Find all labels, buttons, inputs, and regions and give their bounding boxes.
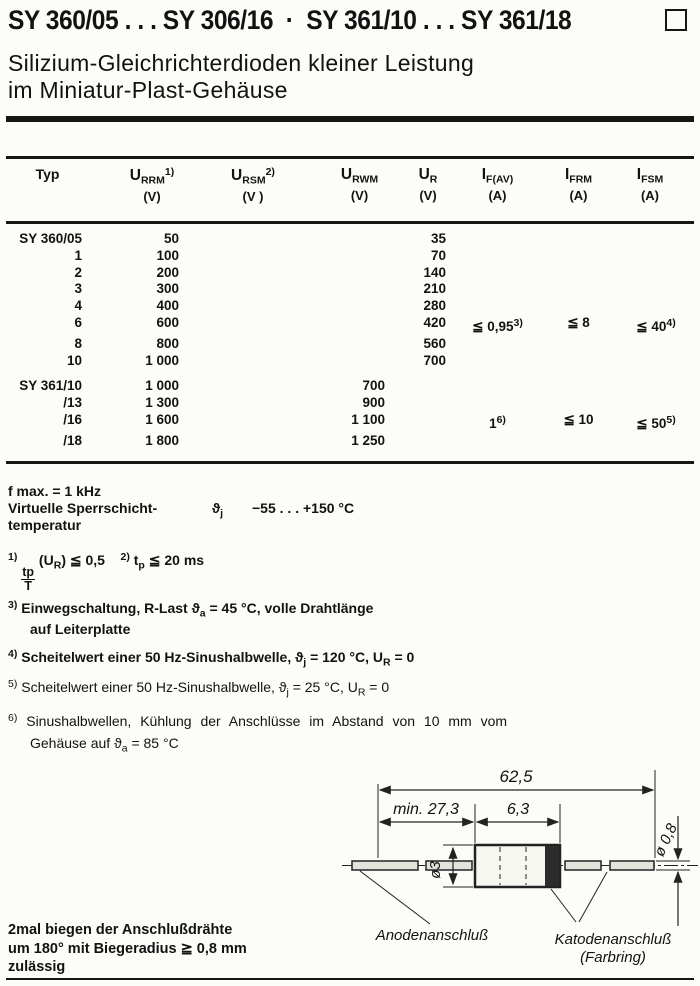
cell-ursm: [185, 265, 285, 282]
table-row: [0, 248, 700, 265]
cell-ursm: [185, 315, 285, 336]
dim-total-length: 62,5: [499, 767, 533, 786]
cell-ifav: [450, 433, 545, 450]
cell-ursm: [185, 433, 285, 450]
cell-urrm: 1 800: [145, 432, 179, 448]
cell-urrm: 100: [156, 247, 179, 263]
cell-ifrm: [545, 378, 612, 395]
corner-square-icon: [665, 9, 687, 31]
cell-ursm: [185, 281, 285, 298]
cell-urrm: 800: [156, 335, 179, 351]
page-title: SY 360/05 . . . SY 306/16 · SY 361/10 . . . SY 361/18: [8, 5, 572, 35]
cell-ur: [390, 378, 450, 395]
cell-urwm: [285, 281, 390, 298]
cell-typ: 6: [74, 314, 82, 330]
cell-urrm: 400: [156, 298, 179, 314]
table-row: [0, 395, 700, 412]
cell-ifsm: ≦ 40$^{4)}$: [636, 316, 676, 334]
note-junction-temp-symbol: $ϑ_j$: [212, 500, 224, 520]
cathode-leader-line: [551, 889, 576, 922]
cell-urrm: 1 000: [145, 352, 179, 368]
cell-urwm: 900: [362, 395, 385, 411]
cell-ifav: [450, 281, 545, 298]
table-row: [0, 298, 700, 315]
footnote-3-line-2: auf Leiterplatte: [30, 621, 131, 637]
cell-ur: 70: [430, 247, 446, 263]
cell-urwm: [285, 265, 390, 282]
cell-ur: 560: [423, 335, 446, 351]
cell-ur: 210: [423, 281, 446, 297]
cell-urrm: 600: [156, 314, 179, 330]
cell-ursm: [185, 298, 285, 315]
table-row: [0, 315, 700, 336]
cell-ifrm: [545, 395, 612, 412]
cell-ursm: [185, 353, 285, 370]
bend-note-line-1: 2mal biegen der Anschlußdrähte: [8, 922, 233, 938]
bend-note-line-3: zulässig: [8, 959, 66, 975]
rule-title-bottom: [6, 116, 694, 122]
diode-dimension-drawing: [340, 758, 700, 986]
cell-ifav: [450, 248, 545, 265]
cell-ifsm: [612, 231, 700, 248]
cell-ifrm: [545, 298, 612, 315]
subtitle-line-1: Silizium-Gleichrichterdioden kleiner Leistung: [8, 50, 475, 76]
cell-ifrm: [545, 265, 612, 282]
bend-note-line-2: um 180° mit Biegeradius ≧ 0,8 mm: [8, 940, 247, 957]
cell-typ: 2: [74, 264, 82, 280]
dim-body-length: 6,3: [506, 801, 530, 818]
cell-typ: 8: [74, 335, 82, 351]
cathode-sublabel: (Farbring): [580, 949, 646, 966]
footnote-3-line-1: $^{3)}$ Einwegschaltung, R-Last $ϑ_a = 45$ °C, volle Drahtlänge: [8, 599, 374, 620]
cell-ifsm: ≦ 50$^{5)}$: [636, 413, 676, 431]
footnote-5: $^{5)}$ Scheitelwert einer 50 Hz-Sinushalbwelle, $ϑ_j = 25$ °C, $U_R = 0$: [8, 678, 390, 699]
cell-urwm: [285, 336, 390, 353]
cell-typ: SY 361/10: [19, 378, 82, 394]
cell-urwm: [285, 353, 390, 370]
cell-ifav: ≦ 0,95$^{3)}$: [472, 316, 523, 334]
cell-typ: 10: [66, 352, 82, 368]
cell-ifsm: [612, 281, 700, 298]
cell-ifsm: [612, 353, 700, 370]
cell-ifav: 1$^{6)}$: [489, 413, 506, 431]
rule-table-top: [6, 156, 694, 159]
cell-ifrm: [545, 433, 612, 450]
cell-ifsm: [612, 265, 700, 282]
cell-ur: [390, 395, 450, 412]
cell-urwm: [285, 231, 390, 248]
header-cell-ifrm: $I_{FRM}$ (A): [564, 166, 593, 203]
cathode-label: Katodenanschluß: [554, 931, 672, 948]
cell-urrm: 200: [156, 264, 179, 280]
table-row: [0, 336, 700, 353]
cell-ur: [390, 433, 450, 450]
header-cell-urrm: $U_{RRM}^{1)}$ (V): [129, 166, 175, 204]
cell-ifav: [450, 395, 545, 412]
rule-table-bottom: [6, 461, 694, 464]
cell-ur: 280: [423, 298, 446, 314]
cathode-leader-line: [579, 872, 607, 922]
anode-leader-line: [360, 871, 430, 924]
cell-typ: 4: [74, 298, 82, 314]
header-cell-ifsm: $I_{FSM}$ (A): [636, 166, 664, 203]
dim-min-lead-length: min. 27,3: [393, 801, 459, 818]
footnote-6-line-1: $^{6)}$ Sinushalbwellen, Kühlung der Anschlüsse im Abstand von 10 mm vom: [8, 712, 508, 729]
cell-ur: 140: [423, 264, 446, 280]
cell-ifrm: [545, 353, 612, 370]
anode-lead-wire: [352, 861, 418, 870]
cell-ifav: [450, 298, 545, 315]
cell-ifrm: [545, 336, 612, 353]
cell-ifrm: [545, 231, 612, 248]
cell-urwm: 700: [362, 378, 385, 394]
cell-ifav: [450, 265, 545, 282]
cell-ur: 420: [423, 314, 446, 330]
cell-urrm: 300: [156, 281, 179, 297]
cell-ifsm: [612, 378, 700, 395]
table-row: [0, 433, 700, 450]
cell-ursm: [185, 248, 285, 265]
bend-note: [8, 921, 247, 977]
cell-urwm: [285, 298, 390, 315]
header-cell-urwm: $U_{RWM}$ (V): [340, 166, 379, 203]
cell-ursm: [185, 231, 285, 248]
note-fmax: f max. = 1 kHz: [8, 483, 101, 499]
footnote-6-line-2: Gehäuse auf $ϑ_a = 85$ °C: [30, 735, 179, 755]
cell-urwm: 1 100: [351, 411, 385, 427]
cell-urrm: 1 600: [145, 411, 179, 427]
cell-typ: /18: [63, 432, 82, 448]
cell-typ: SY 360/05: [19, 231, 82, 246]
cell-ursm: [185, 395, 285, 412]
cell-ifsm: [612, 336, 700, 353]
page-subtitle: [8, 50, 474, 104]
table-row: [0, 231, 700, 248]
rule-header-bottom: [6, 221, 694, 224]
cell-ursm: [185, 378, 285, 395]
cell-urwm: 1 250: [351, 432, 385, 448]
cell-ur: [390, 412, 450, 433]
footnote-1-2: $^{1)}$ $\frac{tp}{T}$ $(U_R)$ ≦ 0,5 $^{2)}$ $t_p$ ≦ 20 ms: [8, 551, 205, 593]
cell-ursm: [185, 336, 285, 353]
header-cell-typ: Typ: [35, 166, 60, 182]
cell-urwm: [285, 315, 390, 336]
cell-ifsm: [612, 248, 700, 265]
cell-typ: /13: [63, 395, 82, 411]
cell-urwm: [285, 248, 390, 265]
table-row: [0, 281, 700, 298]
header-cell-ur: $U_R$ (V): [418, 166, 438, 203]
table-row: [0, 412, 700, 433]
cell-ifsm: [612, 395, 700, 412]
cathode-lead-wire: [565, 861, 601, 870]
cell-ifrm: ≦ 8: [567, 314, 590, 330]
cell-ur: 700: [423, 352, 446, 368]
cell-urrm: 1 000: [145, 378, 179, 394]
cathode-band-marker: [545, 846, 559, 886]
header-cell-ifav: $I_{F(AV)}$ (A): [481, 166, 514, 203]
cell-ifav: [450, 231, 545, 248]
subtitle-line-2: im Miniatur-Plast-Gehäuse: [8, 77, 288, 103]
footnote-4: $^{4)}$ Scheitelwert einer 50 Hz-Sinushalbwelle, $ϑ_j = 120$ °C, $U_R = 0$: [8, 648, 415, 669]
cell-ifav: [450, 353, 545, 370]
cell-ursm: [185, 412, 285, 433]
anode-label: Anodenanschluß: [375, 927, 489, 944]
cell-ifav: [450, 336, 545, 353]
cell-urrm: 50: [163, 231, 179, 246]
cell-ifrm: [545, 248, 612, 265]
table-row: [0, 378, 700, 395]
table-header: [0, 166, 700, 204]
note-junction-temp-label-2: temperatur: [8, 517, 82, 533]
cell-ifsm: [612, 298, 700, 315]
dim-body-diameter: ø3: [427, 861, 444, 879]
cell-ifrm: [545, 281, 612, 298]
cell-typ: 1: [74, 247, 82, 263]
dim-wire-diameter: ø 0,8: [650, 821, 681, 860]
cell-ifav: [450, 378, 545, 395]
header-cell-ursm: $U_{RSM}^{2)}$ (V ): [231, 166, 275, 204]
cell-ifrm: ≦ 10: [563, 411, 594, 427]
note-junction-temp-value: −55 . . . +150 °C: [252, 500, 355, 516]
cell-urrm: 1 300: [145, 395, 179, 411]
cell-ifsm: [612, 433, 700, 450]
table-row: [0, 265, 700, 282]
cell-typ: 3: [74, 281, 82, 297]
cathode-lead-wire: [610, 861, 654, 870]
cell-ur: 35: [430, 231, 446, 246]
cell-typ: /16: [63, 411, 82, 427]
spec-table: [0, 231, 700, 450]
table-row: [0, 353, 700, 370]
note-junction-temp-label-1: Virtuelle Sperrschicht-: [8, 500, 158, 516]
